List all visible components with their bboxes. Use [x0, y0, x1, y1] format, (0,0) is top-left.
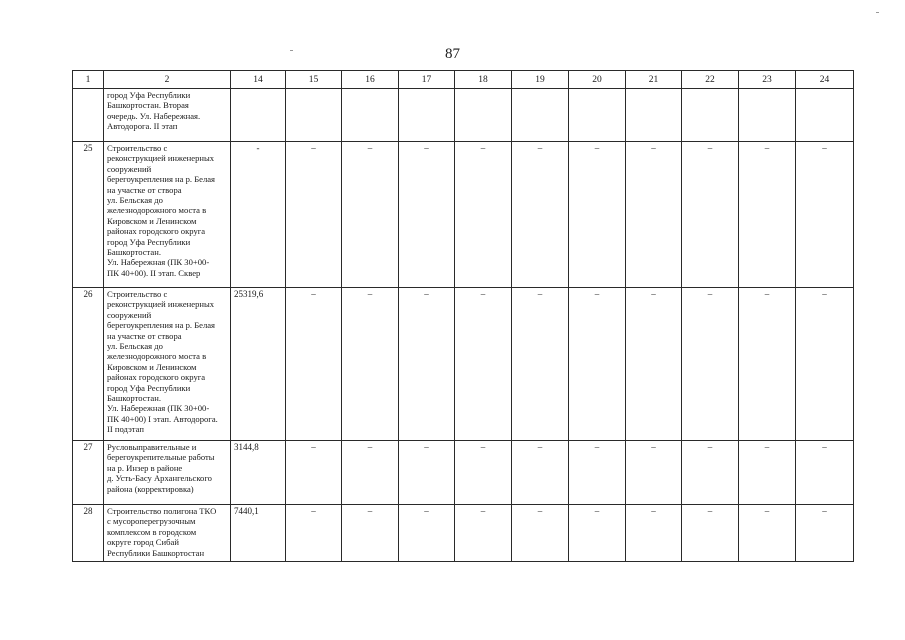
- row-number: 28: [73, 505, 104, 562]
- table-cell: –: [455, 142, 512, 288]
- header-row: [73, 71, 854, 89]
- table-cell: –: [569, 142, 626, 288]
- table-cell: –: [342, 505, 399, 562]
- table-cell: –: [682, 288, 739, 441]
- table-cell: [512, 89, 569, 142]
- table-cell: –: [682, 441, 739, 505]
- column-header: 22: [682, 71, 739, 89]
- table-cell: –: [342, 288, 399, 441]
- table-row: [73, 505, 854, 562]
- column-header: 24: [796, 71, 854, 89]
- table-cell: –: [455, 288, 512, 441]
- scan-speck: [876, 12, 879, 13]
- table-cell: [342, 89, 399, 142]
- row-number: 27: [73, 441, 104, 505]
- table-cell: –: [512, 288, 569, 441]
- table-cell: –: [342, 441, 399, 505]
- table-cell: –: [286, 142, 342, 288]
- row-number: [73, 89, 104, 142]
- row-description: Строительство с реконструкцией инженерных сооружений берегоукрепления на р. Белая на участке от створа ул. Бельская до железнодорожного моста в Кировском и Ленинском районах городского округа город Уфа Республики Башкортостан. Ул. Набережная (ПК 30+00- ПК 40+00) I этап. Автодорога. II подэтап: [104, 288, 231, 441]
- table-cell: [399, 89, 455, 142]
- table-cell: [286, 89, 342, 142]
- column-header: 2: [104, 71, 231, 89]
- table-cell: –: [682, 505, 739, 562]
- row-description: Строительство с реконструкцией инженерных сооружений берегоукрепления на р. Белая на участке от створа ул. Бельская до железнодорожного моста в Кировском и Ленинском районах городского округа город Уфа Республики Башкортостан. Ул. Набережная (ПК 30+00- ПК 40+00). II этап. Сквер: [104, 142, 231, 288]
- column-header: 14: [231, 71, 286, 89]
- row-value: 7440,1: [231, 505, 286, 562]
- table-cell: –: [739, 288, 796, 441]
- column-header: 23: [739, 71, 796, 89]
- table-cell: –: [796, 441, 854, 505]
- table-cell: –: [569, 441, 626, 505]
- column-header: 1: [73, 71, 104, 89]
- table-cell: –: [739, 142, 796, 288]
- table-cell: –: [399, 505, 455, 562]
- column-header: 21: [626, 71, 682, 89]
- column-header: 18: [455, 71, 512, 89]
- row-number: 26: [73, 288, 104, 441]
- row-description: Русловыправительные и берегоукрепительные работы на р. Инзер в районе д. Усть-Басу Архангельского района (корректировка): [104, 441, 231, 505]
- table-cell: –: [626, 288, 682, 441]
- table-row: [73, 142, 854, 288]
- column-header: 20: [569, 71, 626, 89]
- row-number: 25: [73, 142, 104, 288]
- table-cell: –: [739, 505, 796, 562]
- row-description: Строительство полигона ТКО с мусороперегрузочным комплексом в городском округе город Сибай Республики Башкортостан: [104, 505, 231, 562]
- table-cell: –: [569, 288, 626, 441]
- table-cell: –: [399, 288, 455, 441]
- table-cell: –: [796, 142, 854, 288]
- table-cell: –: [626, 505, 682, 562]
- table-cell: [682, 89, 739, 142]
- table-cell: –: [342, 142, 399, 288]
- table-cell: –: [512, 441, 569, 505]
- row-description: город Уфа Республики Башкортостан. Вторая очередь. Ул. Набережная. Автодорога. II этап: [104, 89, 231, 142]
- table-cell: [626, 89, 682, 142]
- table-cell: –: [286, 441, 342, 505]
- page-number: 87: [445, 46, 460, 62]
- row-value: 3144,8: [231, 441, 286, 505]
- table-cell: –: [399, 441, 455, 505]
- table-cell: –: [455, 441, 512, 505]
- scan-speck: [290, 50, 293, 51]
- table-cell: –: [569, 505, 626, 562]
- table-row: [73, 441, 854, 505]
- table-cell: –: [626, 142, 682, 288]
- table-cell: [796, 89, 854, 142]
- row-value: 25319,6: [231, 288, 286, 441]
- table-cell: –: [455, 505, 512, 562]
- column-header: 19: [512, 71, 569, 89]
- table-cell: –: [399, 142, 455, 288]
- table-cell: [569, 89, 626, 142]
- table-cell: –: [796, 505, 854, 562]
- column-header: 17: [399, 71, 455, 89]
- table-cell: –: [286, 288, 342, 441]
- table-cell: –: [512, 142, 569, 288]
- row-value: [231, 89, 286, 142]
- row-value: -: [231, 142, 286, 288]
- table-row: [73, 288, 854, 441]
- table-row: [73, 89, 854, 142]
- table-cell: [739, 89, 796, 142]
- table-cell: –: [286, 505, 342, 562]
- table-cell: –: [512, 505, 569, 562]
- column-header: 15: [286, 71, 342, 89]
- table-cell: –: [739, 441, 796, 505]
- column-header: 16: [342, 71, 399, 89]
- table-cell: –: [626, 441, 682, 505]
- data-table: [72, 70, 854, 562]
- table-cell: –: [796, 288, 854, 441]
- table-cell: [455, 89, 512, 142]
- table-cell: –: [682, 142, 739, 288]
